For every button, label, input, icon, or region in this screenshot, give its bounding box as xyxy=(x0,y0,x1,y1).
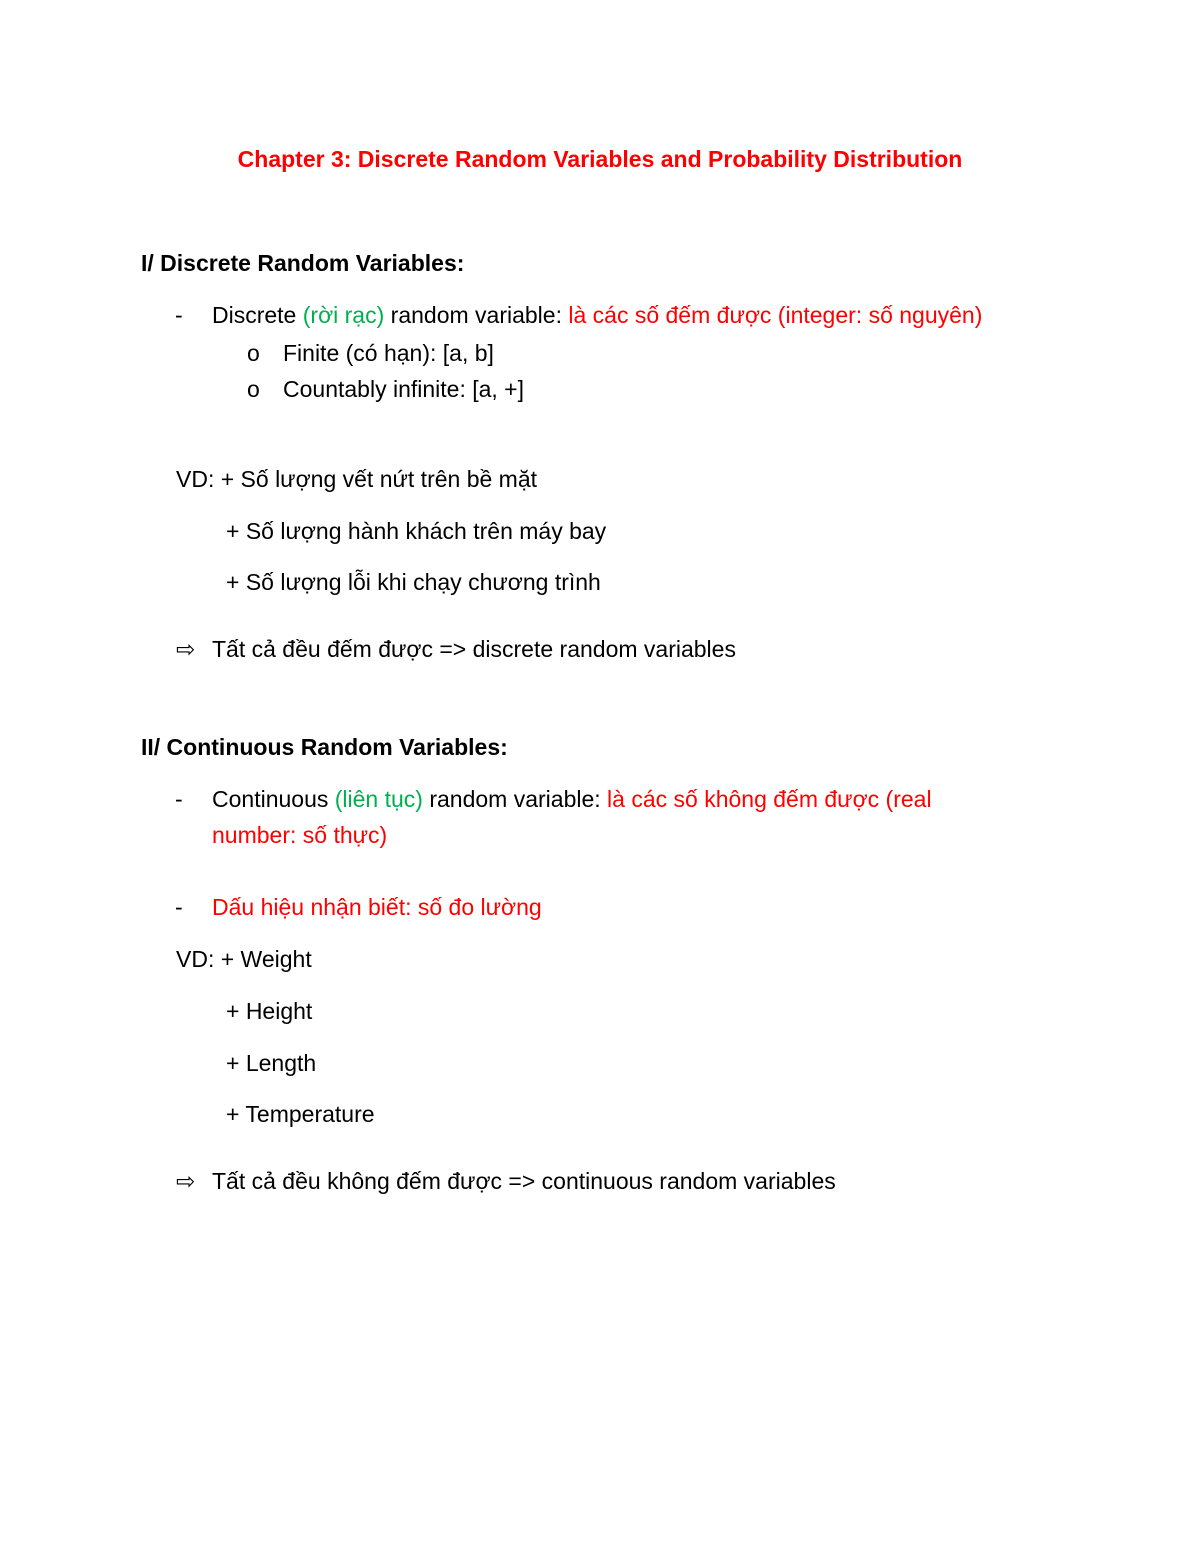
section2-dash: - xyxy=(175,786,183,812)
section1-definition xyxy=(212,302,982,329)
recognition-sign: Dấu hiệu nhận biết: số đo lường xyxy=(212,894,542,920)
example-line: + Length xyxy=(226,1050,317,1076)
section1-dash: - xyxy=(175,302,183,328)
definition-vietnamese-term: (liên tục) xyxy=(334,786,423,812)
subitem-bullet: o xyxy=(247,376,260,402)
section2-dash: - xyxy=(175,894,183,920)
section1-conclusion: Tất cả đều đếm được => discrete random variables xyxy=(212,636,736,662)
subitem-finite: Finite (có hạn): [a, b] xyxy=(283,340,494,366)
example-line: + Height xyxy=(226,998,313,1024)
example-line: + Số lượng hành khách trên máy bay xyxy=(226,518,607,544)
definition-meaning: là các số đếm được (integer: số nguyên) xyxy=(568,302,983,328)
example-line: VD: + Weight xyxy=(176,946,312,972)
section2-heading: II/ Continuous Random Variables: xyxy=(141,734,508,760)
page-title: Chapter 3: Discrete Random Variables and Probability Distribution xyxy=(237,146,963,172)
definition-meaning: là các số không đếm được (real xyxy=(607,786,932,812)
definition-meaning-continued: number: số thực) xyxy=(212,822,388,848)
definition-connector: random variable: xyxy=(384,302,569,328)
definition-vietnamese-term: (rời rạc) xyxy=(302,302,385,328)
subitem-bullet: o xyxy=(247,340,260,366)
definition-connector: random variable: xyxy=(422,786,608,812)
arrow-icon: ⇨ xyxy=(176,636,196,662)
arrow-icon: ⇨ xyxy=(176,1168,196,1194)
example-line: VD: + Số lượng vết nứt trên bề mặt xyxy=(176,466,538,492)
example-line: + Số lượng lỗi khi chạy chương trình xyxy=(226,569,601,595)
section2-definition xyxy=(212,786,932,813)
section2-conclusion: Tất cả đều không đếm được => continuous random variables xyxy=(212,1168,836,1194)
example-line: + Temperature xyxy=(226,1101,375,1127)
subitem-countably-infinite: Countably infinite: [a, +] xyxy=(283,376,525,402)
definition-term: Continuous xyxy=(212,786,335,812)
section1-heading: I/ Discrete Random Variables: xyxy=(141,250,465,276)
definition-term: Discrete xyxy=(212,302,303,328)
